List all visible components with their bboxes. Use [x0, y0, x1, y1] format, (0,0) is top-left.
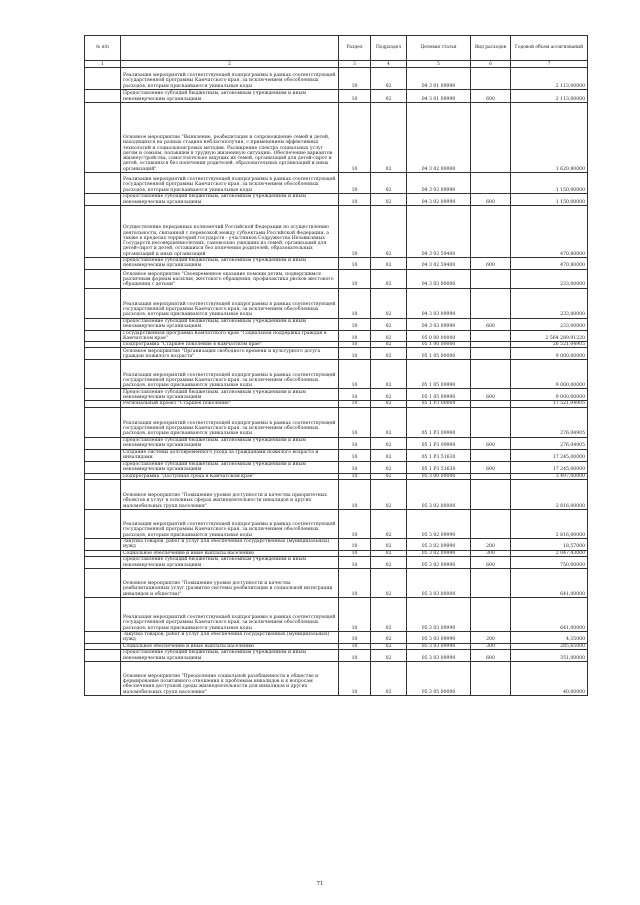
cell-subsection: 02: [371, 473, 407, 479]
cell-expense-type: [471, 360, 511, 389]
cell-section: 10: [339, 510, 371, 539]
cell-section: 10: [339, 539, 371, 551]
cell-amount: 9 000,00000: [511, 389, 588, 401]
table-row: [85, 206, 588, 258]
header-expense-type: Вид расходов: [471, 36, 511, 61]
cell-section: 10: [339, 473, 371, 479]
cell-name: Подпрограмма "Доступная среда в Камчатском крае": [121, 473, 339, 479]
table-row: [85, 556, 588, 568]
cell-amount: 9 000,00000: [511, 348, 588, 360]
cell-subsection: 02: [371, 631, 407, 643]
cell-name: Государственная программа Камчатского края "Социальная поддержка граждан в Камчатском крае": [121, 330, 339, 342]
cell-subsection: 02: [371, 348, 407, 360]
cell-subsection: 02: [371, 643, 407, 649]
cell-target-article: 05 3 03 09990: [407, 643, 471, 649]
cell-subsection: 02: [371, 269, 407, 288]
table-row: [85, 407, 588, 437]
cell-target-article: 04 3 03 09990: [407, 318, 471, 330]
cell-amount: 285,65000: [511, 643, 588, 649]
cell-section: 10: [339, 480, 371, 510]
cell-amount: 470,80000: [511, 206, 588, 258]
cell-name: Предоставление субсидий бюджетным, автономным учреждениям и иным некоммерческим организациям: [121, 437, 339, 449]
cell-number: [85, 269, 121, 288]
cell-target-article: 05 1 P3 00000: [407, 401, 471, 407]
cell-number: [85, 103, 121, 173]
cell-name: Предоставление субсидий бюджетным, автономным учреждениям и иным некоммерческим организациям: [121, 649, 339, 661]
header-number: № п/п: [85, 36, 121, 61]
cell-target-article: 05 3 02 09990: [407, 556, 471, 568]
table-body: [85, 68, 588, 696]
cell-section: 10: [339, 68, 371, 90]
cell-expense-type: [471, 68, 511, 90]
cell-amount: 17 521,04905: [511, 401, 588, 407]
cell-subsection: 02: [371, 449, 407, 461]
cell-name: Предоставление субсидий бюджетным, автономным учреждениям и иным некоммерческим организациям: [121, 194, 339, 206]
cell-name: Реализация мероприятий соответствующей подпрограммы в рамках соответствующей государственной программы Камчатского края, за исключением обособленных расходов, которым присваиваются уникальные коды: [121, 597, 339, 631]
table-row: [85, 173, 588, 194]
cell-number: [85, 597, 121, 631]
cell-target-article: 04 3 03 09990: [407, 288, 471, 318]
cell-target-article: 04 3 01 09990: [407, 68, 471, 90]
cell-name: Осуществление переданных полномочий Российской Федерации по осуществлению деятельности, связанной с перевозкой между субъектами Российской Федерации, а также в пределах территорий государств - участников Содружества Независимых Государств несовершеннолетних, самовольно ушедших из семей, организаций для детей-сирот и детей, оставшихся без попечения родителей, образовательных организаций и иных организаций: [121, 206, 339, 258]
cell-expense-type: [471, 407, 511, 437]
cell-subsection: 02: [371, 360, 407, 389]
header-name: [121, 36, 339, 61]
table-row: [85, 318, 588, 330]
cell-subsection: 02: [371, 194, 407, 206]
cell-expense-type: 600: [471, 556, 511, 568]
cell-section: 10: [339, 194, 371, 206]
cell-name: Создание системы долговременного ухода за гражданами пожилого возраста и инвалидами: [121, 449, 339, 461]
cell-section: 10: [339, 597, 371, 631]
cell-number: [85, 556, 121, 568]
cell-target-article: 05 1 P3 09990: [407, 407, 471, 437]
cell-section: 10: [339, 550, 371, 556]
cell-section: 10: [339, 348, 371, 360]
cell-name: Предоставление субсидий бюджетным, автономным учреждениям и иным некоммерческим организациям: [121, 389, 339, 401]
cell-amount: 3 497,00000: [511, 473, 588, 479]
cell-section: 10: [339, 342, 371, 348]
cell-amount: 233,00000: [511, 269, 588, 288]
cell-expense-type: 600: [471, 461, 511, 473]
table-row: [85, 68, 588, 90]
cell-subsection: 02: [371, 661, 407, 695]
cell-target-article: 05 3 00 00000: [407, 473, 471, 479]
cell-target-article: 05 1 00 00000: [407, 342, 471, 348]
table-row: [85, 360, 588, 389]
cell-section: 10: [339, 643, 371, 649]
cell-subsection: 02: [371, 597, 407, 631]
header-section: Раздел: [339, 36, 371, 61]
cell-name: Закупка товаров, работ и услуг для обеспечения государственных (муниципальных) нужд: [121, 539, 339, 551]
cell-name: Предоставление субсидий бюджетным, автономным учреждениям и иным некоммерческим организациям: [121, 556, 339, 568]
cell-number: [85, 90, 121, 103]
cell-amount: 750,00000: [511, 556, 588, 568]
cell-number: [85, 539, 121, 551]
cell-expense-type: [471, 348, 511, 360]
table-row: [85, 568, 588, 597]
cell-subsection: 02: [371, 401, 407, 407]
cell-expense-type: [471, 173, 511, 194]
cell-number: [85, 461, 121, 473]
cell-name: Предоставление субсидий бюджетным, автономным учреждениям и иным некоммерческим организациям: [121, 461, 339, 473]
cell-amount: 2 113,00000: [511, 90, 588, 103]
cell-expense-type: [471, 206, 511, 258]
table-row: [85, 437, 588, 449]
cell-name: Основное мероприятие "Выявление, реабилитация и сопровождение семей и детей, находящихся на разных стадиях неблагополучия, с применением эффективных технологий и социальноигровых методик. Расширение спектра социальных услуг детям и семьям, попавшим в трудную жизненную ситуацию. Обеспечение вариантов жизнеустройства, самостоятельно ищущих их семей, организаций для детей-сирот и детей, оставшихся без попечения родителей, образовательных организаций и иных организаций": [121, 103, 339, 173]
cell-number: [85, 407, 121, 437]
cell-amount: 2 816,00000: [511, 510, 588, 539]
cell-number: [85, 510, 121, 539]
cell-subsection: 02: [371, 258, 407, 270]
column-number-row: [85, 61, 588, 68]
cell-amount: 233,00000: [511, 318, 588, 330]
cell-amount: 1 620,80000: [511, 103, 588, 173]
cell-name: Региональный проект "Старшее поколение": [121, 401, 339, 407]
table-row: [85, 90, 588, 103]
cell-number: [85, 649, 121, 661]
cell-target-article: 05 3 02 09990: [407, 539, 471, 551]
cell-subsection: 02: [371, 480, 407, 510]
cell-number: [85, 288, 121, 318]
cell-section: 10: [339, 401, 371, 407]
cell-name: Основное мероприятие "Своевременное оказание помощи детям, подвергшимся различным формам насилия, жестокого обращения, профилактика рисков жестокого обращения с детьми": [121, 269, 339, 288]
cell-number: [85, 68, 121, 90]
cell-section: 10: [339, 330, 371, 342]
table-row: [85, 269, 588, 288]
cell-expense-type: [471, 449, 511, 461]
table-row: [85, 510, 588, 539]
cell-subsection: 02: [371, 461, 407, 473]
cell-expense-type: 600: [471, 90, 511, 103]
cell-subsection: 02: [371, 330, 407, 342]
cell-name: Предоставление субсидий бюджетным, автономным учреждениям и иным некоммерческим организациям: [121, 90, 339, 103]
cell-expense-type: [471, 510, 511, 539]
cell-expense-type: 600: [471, 194, 511, 206]
cell-expense-type: [471, 568, 511, 597]
cell-subsection: 02: [371, 568, 407, 597]
cell-name: Реализация мероприятий соответствующей подпрограммы в рамках соответствующей государственной программы Камчатского края, за исключением обособленных расходов, которым присваиваются уникальные коды: [121, 288, 339, 318]
cell-target-article: 04 3 03 00000: [407, 269, 471, 288]
cell-target-article: 05 1 P3 51630: [407, 449, 471, 461]
cell-target-article: 04 3 02 00000: [407, 103, 471, 173]
cell-name: Реализация мероприятий соответствующей подпрограммы в рамках соответствующей государственной программы Камчатского края, за исключением обособленных расходов, которым присваиваются уникальные коды: [121, 360, 339, 389]
cell-expense-type: 300: [471, 550, 511, 556]
cell-amount: 2 113,00000: [511, 68, 588, 90]
table-row: [85, 103, 588, 173]
cell-name: Социальное обеспечение и иные выплаты населению: [121, 643, 339, 649]
cell-section: 10: [339, 288, 371, 318]
cell-section: 10: [339, 360, 371, 389]
cell-section: 10: [339, 661, 371, 695]
header-subsection: Подраздел: [371, 36, 407, 61]
cell-subsection: 02: [371, 173, 407, 194]
cell-section: 10: [339, 173, 371, 194]
cell-amount: 1 150,00000: [511, 173, 588, 194]
cell-subsection: 02: [371, 550, 407, 556]
cell-target-article: 05 1 05 00000: [407, 348, 471, 360]
cell-name: Реализация мероприятий соответствующей подпрограммы в рамках соответствующей государственной программы Камчатского края, за исключением обособленных расходов, которым присваиваются уникальные коды: [121, 407, 339, 437]
cell-expense-type: [471, 103, 511, 173]
cell-amount: 17 245,00000: [511, 461, 588, 473]
table-row: [85, 330, 588, 342]
cell-subsection: 02: [371, 649, 407, 661]
table-row: [85, 194, 588, 206]
cell-subsection: 02: [371, 68, 407, 90]
table-row: [85, 258, 588, 270]
column-number: 6: [471, 61, 511, 68]
table-row: [85, 480, 588, 510]
cell-name: Основное мероприятие "Преодоление социальной разобщенности в обществе и формирование позитивного отношения к проблемам инвалидов и к вопросам обеспечения доступной среды жизнедеятельности для инвалидов и других маломобильных групп населения": [121, 661, 339, 695]
cell-number: [85, 330, 121, 342]
cell-target-article: 04 3 02 09990: [407, 194, 471, 206]
cell-number: [85, 318, 121, 330]
cell-amount: 641,00000: [511, 597, 588, 631]
cell-target-article: 05 3 02 09990: [407, 510, 471, 539]
cell-name: Основное мероприятие "Повышение уровня доступности и качества приоритетных объектов и услуг в основных сферах жизнедеятельности инвалидов и других маломобильных групп населения": [121, 480, 339, 510]
table-row: [85, 649, 588, 661]
table-row: [85, 661, 588, 695]
cell-name: Предоставление субсидий бюджетным, автономным учреждениям и иным некоммерческим организациям: [121, 318, 339, 330]
cell-subsection: 02: [371, 510, 407, 539]
cell-section: 10: [339, 90, 371, 103]
cell-amount: 470,80000: [511, 258, 588, 270]
cell-number: [85, 194, 121, 206]
cell-number: [85, 568, 121, 597]
cell-name: Закупка товаров, работ и услуг для обеспечения государственных (муниципальных) нужд: [121, 631, 339, 643]
cell-subsection: 02: [371, 556, 407, 568]
cell-number: [85, 389, 121, 401]
cell-subsection: 02: [371, 539, 407, 551]
page-number: 71: [316, 881, 324, 887]
cell-subsection: 02: [371, 318, 407, 330]
table-row: [85, 631, 588, 643]
cell-name: Подпрограмма "Старшее поколение в Камчатском крае": [121, 342, 339, 348]
column-number: 3: [339, 61, 371, 68]
cell-name: Реализация мероприятий соответствующей подпрограммы в рамках соответствующей государственной программы Камчатского края, за исключением обособленных расходов, которым присваиваются уникальные коды: [121, 68, 339, 90]
cell-amount: 9 000,00000: [511, 360, 588, 389]
table-row: [85, 539, 588, 551]
cell-target-article: 05 3 02 00000: [407, 480, 471, 510]
cell-section: 10: [339, 461, 371, 473]
table-row: [85, 389, 588, 401]
cell-target-article: 05 3 03 09990: [407, 631, 471, 643]
cell-amount: 18,57000: [511, 539, 588, 551]
cell-section: 10: [339, 631, 371, 643]
cell-section: 10: [339, 437, 371, 449]
cell-target-article: 05 3 02 09990: [407, 550, 471, 556]
cell-section: 10: [339, 103, 371, 173]
cell-target-article: 05 1 P3 09990: [407, 437, 471, 449]
cell-subsection: 02: [371, 437, 407, 449]
budget-document: [84, 35, 587, 696]
cell-section: 10: [339, 389, 371, 401]
cell-section: 10: [339, 407, 371, 437]
column-number: 4: [371, 61, 407, 68]
table-row: [85, 461, 588, 473]
cell-number: [85, 348, 121, 360]
cell-amount: 276,04905: [511, 407, 588, 437]
cell-section: 10: [339, 556, 371, 568]
cell-section: 10: [339, 206, 371, 258]
column-number: 1: [85, 61, 121, 68]
cell-section: 10: [339, 318, 371, 330]
cell-expense-type: 600: [471, 318, 511, 330]
cell-amount: 40,00000: [511, 661, 588, 695]
cell-subsection: 02: [371, 103, 407, 173]
column-number: 5: [407, 61, 471, 68]
cell-expense-type: 200: [471, 631, 511, 643]
table-row: [85, 288, 588, 318]
cell-expense-type: [471, 661, 511, 695]
cell-number: [85, 661, 121, 695]
cell-section: 10: [339, 269, 371, 288]
cell-target-article: 04 3 02 59400: [407, 206, 471, 258]
cell-amount: 641,00000: [511, 568, 588, 597]
cell-section: 10: [339, 568, 371, 597]
cell-subsection: 02: [371, 342, 407, 348]
budget-table: [84, 35, 588, 696]
cell-target-article: 04 3 02 09990: [407, 173, 471, 194]
cell-number: [85, 173, 121, 194]
cell-target-article: 05 3 03 00000: [407, 568, 471, 597]
cell-amount: 17 245,00000: [511, 449, 588, 461]
cell-amount: 2 564 289,91220: [511, 330, 588, 342]
column-number: 2: [121, 61, 339, 68]
cell-target-article: 04 3 02 59400: [407, 258, 471, 270]
cell-target-article: 04 3 01 09990: [407, 90, 471, 103]
header-row: [85, 36, 588, 61]
cell-amount: 233,00000: [511, 288, 588, 318]
cell-subsection: 02: [371, 90, 407, 103]
cell-subsection: 02: [371, 206, 407, 258]
cell-subsection: 02: [371, 389, 407, 401]
cell-expense-type: [471, 269, 511, 288]
cell-expense-type: 300: [471, 643, 511, 649]
cell-subsection: 02: [371, 407, 407, 437]
cell-name: Реализация мероприятий соответствующей подпрограммы в рамках соответствующей государственной программы Камчатского края, за исключением обособленных расходов, которым присваиваются уникальные коды: [121, 510, 339, 539]
cell-expense-type: 600: [471, 649, 511, 661]
header-target-article: Целевая статья: [407, 36, 471, 61]
cell-expense-type: [471, 597, 511, 631]
cell-number: [85, 631, 121, 643]
cell-amount: 4,35000: [511, 631, 588, 643]
cell-target-article: 05 1 05 09990: [407, 389, 471, 401]
cell-name: Основное мероприятие "Организация свободного времени и культурного досуга граждан пожилого возраста": [121, 348, 339, 360]
cell-name: Реализация мероприятий соответствующей подпрограммы в рамках соответствующей государственной программы Камчатского края, за исключением обособленных расходов, которым присваиваются уникальные коды: [121, 173, 339, 194]
cell-number: [85, 206, 121, 258]
cell-amount: 351,00000: [511, 649, 588, 661]
cell-number: [85, 258, 121, 270]
cell-expense-type: 200: [471, 539, 511, 551]
cell-target-article: 05 3 03 09990: [407, 649, 471, 661]
cell-amount: 2 816,00000: [511, 480, 588, 510]
cell-number: [85, 449, 121, 461]
cell-expense-type: 600: [471, 258, 511, 270]
cell-expense-type: [471, 480, 511, 510]
cell-target-article: 05 3 05 00000: [407, 661, 471, 695]
cell-expense-type: 600: [471, 389, 511, 401]
cell-name: Предоставление субсидий бюджетным, автономным учреждениям и иным некоммерческим организациям: [121, 258, 339, 270]
cell-subsection: 02: [371, 288, 407, 318]
cell-name: Основное мероприятие "Повышение уровня доступности и качества реабилитационных услуг (развитие системы реабилитации и социальной интеграции инвалидов и общества)": [121, 568, 339, 597]
table-row: [85, 597, 588, 631]
cell-number: [85, 480, 121, 510]
cell-section: 10: [339, 258, 371, 270]
cell-expense-type: 600: [471, 437, 511, 449]
table-row: [85, 348, 588, 360]
cell-target-article: 05 1 05 09990: [407, 360, 471, 389]
cell-number: [85, 437, 121, 449]
cell-number: [85, 360, 121, 389]
cell-target-article: 05 0 00 00000: [407, 330, 471, 342]
cell-target-article: 05 3 03 09990: [407, 597, 471, 631]
cell-amount: 26 521,04905: [511, 342, 588, 348]
cell-expense-type: [471, 288, 511, 318]
cell-section: 10: [339, 649, 371, 661]
cell-section: 10: [339, 449, 371, 461]
cell-amount: 1 150,00000: [511, 194, 588, 206]
cell-target-article: 05 1 P3 51630: [407, 461, 471, 473]
cell-name: Социальное обеспечение и иные выплаты населению: [121, 550, 339, 556]
table-row: [85, 449, 588, 461]
header-annual-amount: Годовой объем ассигнований: [511, 36, 588, 61]
column-number: 7: [511, 61, 588, 68]
cell-amount: 2 047,43000: [511, 550, 588, 556]
cell-amount: 276,04905: [511, 437, 588, 449]
cell-expense-type: [471, 330, 511, 342]
